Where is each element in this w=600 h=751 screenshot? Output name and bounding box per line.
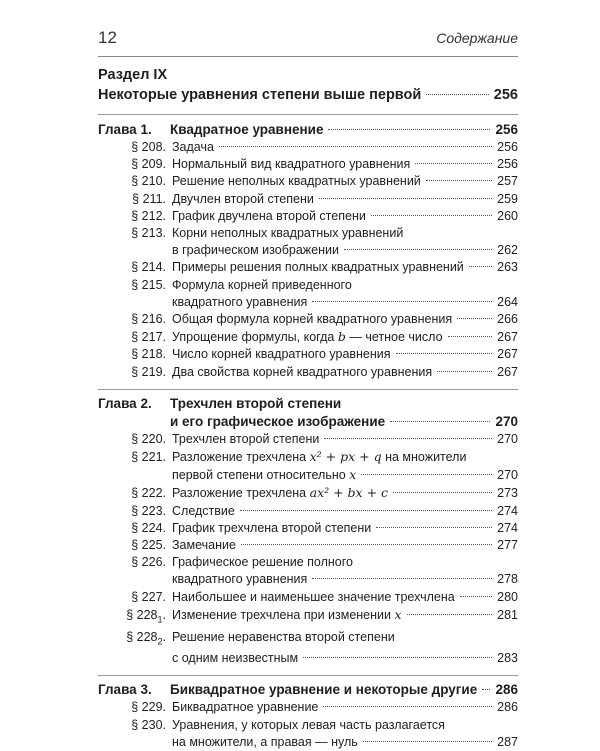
section-title: Некоторые уравнения степени выше первой xyxy=(98,87,422,103)
entry-number: § 224. xyxy=(131,520,166,535)
entry-title-continued: на множители, а правая — нуль xyxy=(172,734,358,749)
entry-number: § $228_1$. xyxy=(126,607,166,625)
toc-entry[interactable] xyxy=(98,629,518,668)
entry-title-continued: с одним неизвестным xyxy=(172,651,299,666)
entry-title: График трехчлена второй степени xyxy=(172,520,372,535)
entry-number: § 214. xyxy=(131,260,166,275)
entry-page: 287 xyxy=(497,734,518,749)
chapter-page: 286 xyxy=(495,682,518,698)
entry-page: 262 xyxy=(497,243,518,258)
leader-dots xyxy=(312,578,492,579)
page-number: 12 xyxy=(98,28,117,47)
entry-number: § 209. xyxy=(131,157,166,172)
entry-number: § 229. xyxy=(131,700,166,715)
entry-title: Нормальный вид квадратного уравнения xyxy=(172,157,411,172)
entry-number: § 230. xyxy=(131,717,166,732)
entry-title: Уравнения, у которых левая часть разлагается xyxy=(172,717,445,732)
entry-number: § 208. xyxy=(131,140,166,154)
section-page: 256 xyxy=(493,87,518,103)
chapter-title: Трехчлен второй степени xyxy=(170,395,342,411)
entry-number: § 211. xyxy=(132,191,166,206)
leader-dots xyxy=(312,301,492,302)
leader-dots xyxy=(219,146,492,147)
toc-entry[interactable] xyxy=(98,448,518,484)
entry-number: § 212. xyxy=(131,208,166,223)
chapter-1-heading[interactable] xyxy=(98,121,518,139)
entry-number: § 215. xyxy=(131,277,166,292)
toc-entry[interactable] xyxy=(98,364,518,381)
entry-page: 270 xyxy=(497,431,518,446)
entry-number: § 222. xyxy=(131,486,166,501)
leader-dots xyxy=(240,510,492,511)
leader-dots xyxy=(407,614,493,615)
section-title-line[interactable] xyxy=(98,84,518,106)
entry-number: § 216. xyxy=(131,312,166,327)
toc-entry[interactable] xyxy=(98,589,518,606)
entry-page: 256 xyxy=(497,140,518,154)
table-of-contents xyxy=(98,62,518,751)
entry-title: Разложение трехчлена x² + px + q на множители xyxy=(172,449,467,465)
math-expression: ax² + bx + c xyxy=(309,485,389,501)
leader-dots xyxy=(363,741,492,742)
entry-page: 267 xyxy=(497,330,518,345)
math-expression: b xyxy=(337,329,346,345)
chapter-label: Глава 3. xyxy=(98,682,152,698)
entry-page: 273 xyxy=(497,486,518,501)
toc-entry[interactable] xyxy=(98,346,518,363)
entry-page: 259 xyxy=(497,191,518,206)
entry-number: § 225. xyxy=(131,538,166,553)
entry-title: Число корней квадратного уравнения xyxy=(172,347,391,362)
math-expression: x xyxy=(349,467,357,483)
entry-title: Двучлен второй степени xyxy=(172,191,314,206)
entry-number: § 223. xyxy=(131,503,166,518)
entry-title: Примеры решения полных квадратных уравнений xyxy=(172,260,464,275)
divider xyxy=(98,675,518,676)
entry-page: 264 xyxy=(497,294,518,309)
leader-dots xyxy=(437,371,492,372)
entry-title: Корни неполных квадратных уравнений xyxy=(172,226,404,241)
chapter-title: Квадратное уравнение xyxy=(170,122,324,137)
leader-dots xyxy=(344,249,492,250)
running-title: Содержание xyxy=(436,30,518,46)
toc-entry[interactable] xyxy=(98,225,518,259)
toc-entry[interactable] xyxy=(98,431,518,448)
math-expression: x² + px + q xyxy=(309,449,382,465)
leader-dots xyxy=(448,336,493,337)
entry-number: § 227. xyxy=(131,589,166,604)
leader-dots xyxy=(390,421,490,422)
chapter-page: 256 xyxy=(495,122,518,137)
toc-entry[interactable] xyxy=(98,328,518,346)
entry-page: 286 xyxy=(497,700,518,715)
entry-page: 257 xyxy=(497,174,518,189)
entry-title: Замечание xyxy=(172,538,236,553)
entry-page: 266 xyxy=(497,312,518,327)
entry-title: Общая формула корней квадратного уравнения xyxy=(172,312,453,327)
toc-entry[interactable] xyxy=(98,259,518,276)
leader-dots xyxy=(482,689,490,690)
entry-title: Разложение трехчлена ax² + bx + c xyxy=(172,485,389,501)
entry-title-continued: в графическом изображении xyxy=(172,243,339,258)
leader-dots xyxy=(319,198,492,199)
entry-number: § 226. xyxy=(131,555,166,570)
entry-page: 283 xyxy=(497,651,518,666)
leader-dots xyxy=(376,527,492,528)
entry-title: Биквадратное уравнение xyxy=(172,700,319,715)
entry-title: Решение неравенства второй степени xyxy=(172,629,395,644)
entry-title: График двучлена второй степени xyxy=(172,208,366,223)
toc-entry[interactable] xyxy=(98,277,518,311)
entry-page: 267 xyxy=(497,347,518,362)
entry-title: Трехчлен второй степени xyxy=(172,431,320,446)
leader-dots xyxy=(415,163,492,164)
entry-title: Графическое решение полного xyxy=(172,555,353,570)
chapter-page: 270 xyxy=(495,413,518,429)
toc-entry[interactable] xyxy=(98,191,518,208)
entry-page: 274 xyxy=(497,503,518,518)
leader-dots xyxy=(426,94,489,95)
entry-number: § 217. xyxy=(131,330,166,345)
chapter-title-continued: и его графическое изображение xyxy=(170,413,386,429)
toc-entry[interactable] xyxy=(98,606,518,629)
entry-title-continued: первой степени относительно x xyxy=(172,467,357,483)
entry-title: Наибольшее и наименьшее значение трехчлена xyxy=(172,589,455,604)
entry-title: Решение неполных квадратных уравнений xyxy=(172,174,421,189)
entry-title-continued: квадратного уравнения xyxy=(172,572,308,587)
entry-title: Изменение трехчлена при изменении x xyxy=(172,606,402,622)
leader-dots xyxy=(303,657,492,658)
toc-entry[interactable] xyxy=(98,139,518,156)
entry-page: 260 xyxy=(497,208,518,223)
leader-dots xyxy=(393,492,492,493)
leader-dots xyxy=(457,318,492,319)
toc-entry[interactable] xyxy=(98,173,518,190)
leader-dots xyxy=(371,215,492,216)
chapter-2-heading[interactable] xyxy=(98,395,518,431)
entry-number: § 218. xyxy=(131,347,166,362)
chapter-title: Биквадратное уравнение и некоторые другие xyxy=(170,682,478,698)
entry-title: Упрощение формулы, когда b — четное число xyxy=(172,329,443,345)
toc-entry[interactable] xyxy=(98,717,518,751)
leader-dots xyxy=(460,596,492,597)
divider xyxy=(98,389,518,390)
toc-entry[interactable] xyxy=(98,156,518,173)
chapter-label: Глава 2. xyxy=(98,395,152,411)
entry-page: 278 xyxy=(497,572,518,587)
entry-page: 277 xyxy=(497,538,518,553)
entry-page: 256 xyxy=(497,157,518,172)
entry-number: § 221. xyxy=(131,450,166,465)
toc-entry[interactable] xyxy=(98,208,518,225)
entry-page: 267 xyxy=(497,364,518,379)
leader-dots xyxy=(324,438,492,439)
entry-number: § 213. xyxy=(131,226,166,241)
entry-title: Два свойства корней квадратного уравнения xyxy=(172,364,433,379)
toc-entry[interactable] xyxy=(98,699,518,716)
chapter-3-heading[interactable] xyxy=(98,681,518,699)
section-label: Раздел IX xyxy=(98,67,168,83)
entry-number: § 220. xyxy=(131,431,166,446)
leader-dots xyxy=(426,180,492,181)
leader-dots xyxy=(241,544,492,545)
entry-number: § 219. xyxy=(131,364,166,379)
page-header xyxy=(98,22,518,57)
leader-dots xyxy=(328,129,490,130)
leader-dots xyxy=(361,474,492,475)
toc-entry[interactable] xyxy=(98,537,518,554)
math-expression: x xyxy=(394,606,402,622)
entry-page: 274 xyxy=(497,520,518,535)
entry-page: 281 xyxy=(497,607,518,622)
toc-entry[interactable] xyxy=(98,503,518,520)
toc-entry[interactable] xyxy=(98,484,518,502)
toc-entry[interactable] xyxy=(98,520,518,537)
leader-dots xyxy=(396,353,493,354)
entry-page: 263 xyxy=(497,260,518,275)
leader-dots xyxy=(323,706,492,707)
divider xyxy=(98,114,518,115)
entry-title: Следствие xyxy=(172,503,235,518)
entry-title: Задача xyxy=(172,140,214,154)
toc-entry[interactable] xyxy=(98,311,518,328)
entry-title-continued: квадратного уравнения xyxy=(172,294,308,309)
chapter-label: Глава 1. xyxy=(98,122,152,137)
entry-page: 280 xyxy=(497,589,518,604)
entry-number: § $228_2$. xyxy=(126,629,166,647)
leader-dots xyxy=(469,266,492,267)
entry-page: 270 xyxy=(497,468,518,483)
entry-title: Формула корней приведенного xyxy=(172,277,352,292)
toc-entry[interactable] xyxy=(98,554,518,588)
entry-number: § 210. xyxy=(131,174,166,189)
